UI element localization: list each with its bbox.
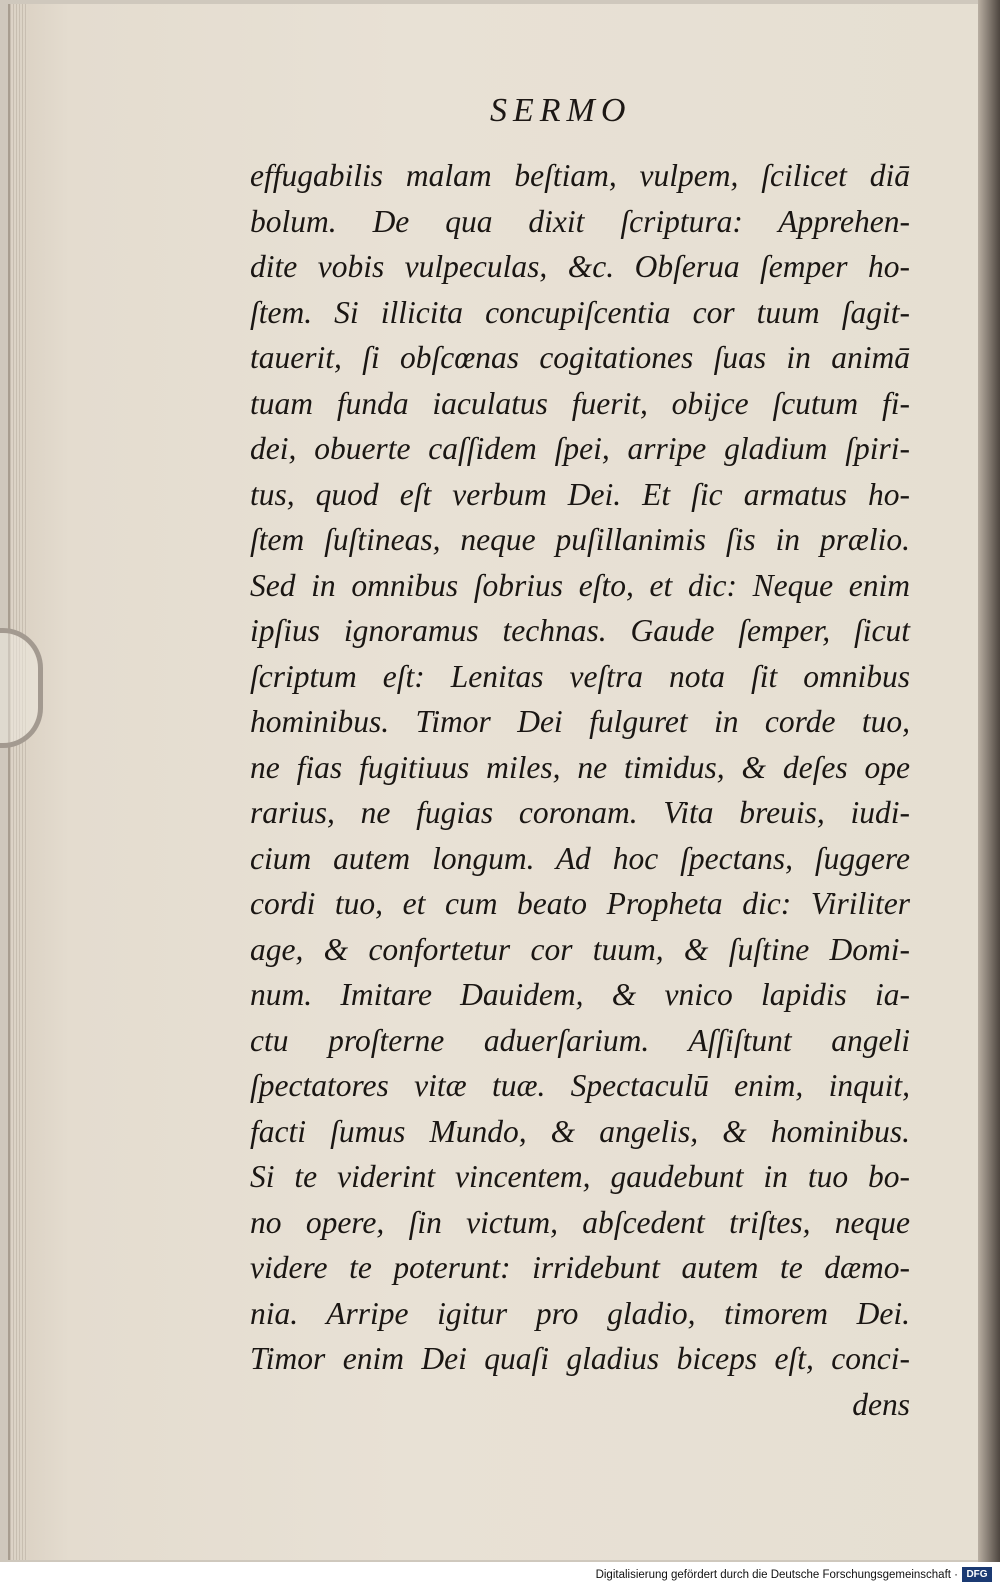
running-header: SERMO	[490, 92, 632, 129]
text-line: dei, obuerte caſſidem ſpei, arripe gladium ſpiri-	[250, 431, 910, 466]
body-text	[250, 153, 910, 1427]
text-line: no opere, ſin victum, abſcedent triſtes, neque	[250, 1204, 910, 1240]
text-line: ſtem. Si illicita concupiſcentia cor tuum ſagit-	[250, 294, 910, 330]
text-line: videre te poterunt: irridebunt autem te dæmo-	[250, 1250, 910, 1285]
text-line: hominibus. Timor Dei fulguret in corde tuo,	[250, 704, 910, 739]
text-line: effugabilis malam beſtiam, vulpem, ſcilicet diā	[250, 158, 910, 193]
bleed-through	[700, 96, 960, 136]
text-line: ſpectatores vitæ tuæ. Spectaculū enim, inquit,	[250, 1068, 910, 1103]
text-line: dite vobis vulpeculas, &c. Obſerua ſemper ho-	[250, 249, 910, 284]
text-line: bolum. De qua dixit ſcriptura: Apprehen-	[250, 203, 910, 239]
text-line: age, & confortetur cor tuum, & ſuſtine Domi-	[250, 931, 910, 967]
text-line: ne fias fugitiuus miles, ne timidus, & deſes ope	[250, 749, 910, 785]
text-line: Sed in omnibus ſobrius eſto, et dic: Neque enim	[250, 567, 910, 603]
text-line: Si te viderint vincentem, gaudebunt in tuo bo-	[250, 1159, 910, 1194]
funding-credit: Digitalisierung gefördert durch die Deutsche Forschungsgemeinschaft ·	[595, 1569, 958, 1581]
text-line: nia. Arripe igitur pro gladio, timorem Dei.	[250, 1295, 910, 1331]
text-line: ſcriptum eſt: Lenitas veſtra nota ſit omnibus	[250, 658, 910, 694]
text-line: tuam funda iaculatus fuerit, obijce ſcutum fi-	[250, 385, 910, 421]
binding-gutter	[978, 0, 1000, 1562]
text-line: cordi tuo, et cum beato Propheta dic: Viriliter	[250, 886, 910, 921]
text-line: ſtem ſuſtineas, neque puſillanimis ſis in prælio.	[250, 522, 910, 557]
footer-bar	[0, 1562, 1000, 1589]
text-line: cium autem longum. Ad hoc ſpectans, ſuggere	[250, 840, 910, 876]
page-edges	[10, 4, 28, 1560]
text-line: Timor enim Dei quaſi gladius biceps eſt, conci-	[250, 1341, 910, 1376]
text-line: tus, quod eſt verbum Dei. Et ſic armatus ho-	[250, 476, 910, 512]
catchword: dens	[852, 1386, 910, 1422]
dfg-logo: DFG	[962, 1567, 992, 1582]
text-line: ipſius ignoramus technas. Gaude ſemper, ſicut	[250, 613, 910, 648]
text-line: facti ſumus Mundo, & angelis, & hominibus.	[250, 1113, 910, 1149]
text-line: rarius, ne fugias coronam. Vita breuis, iudi-	[250, 795, 910, 830]
text-line: num. Imitare Dauidem, & vnico lapidis ia-	[250, 977, 910, 1012]
text-line: ctu proſterne aduerſarium. Aſſiſtunt angeli	[250, 1022, 910, 1058]
text-line: tauerit, ſi obſcœnas cogitationes ſuas in animā	[250, 340, 910, 375]
